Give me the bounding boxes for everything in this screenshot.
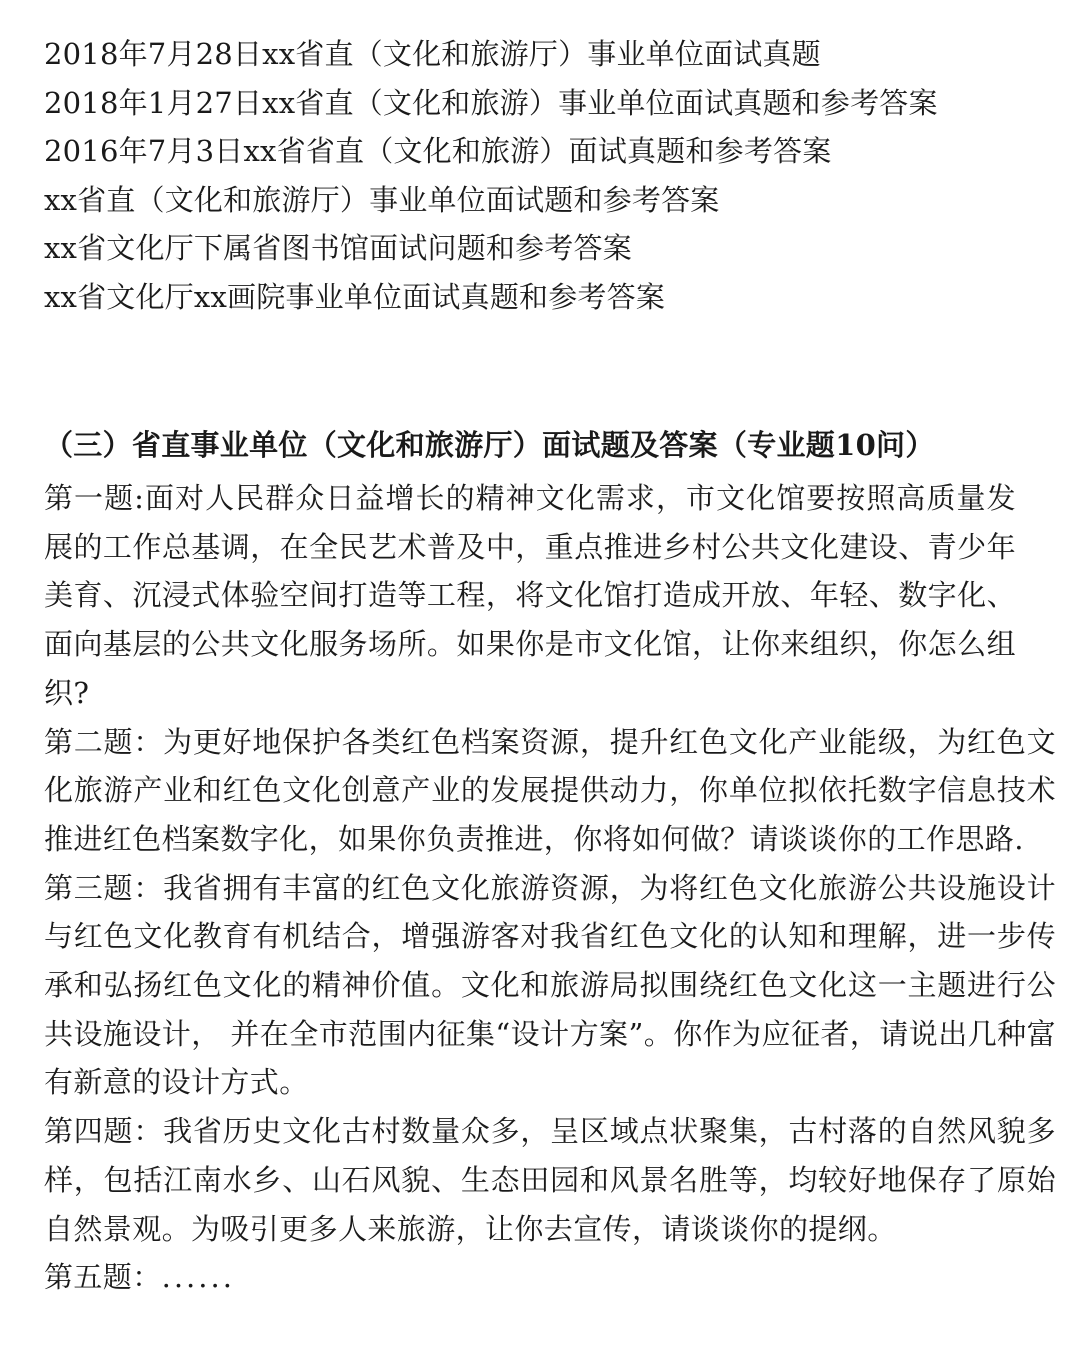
question-text: 为更好地保护各类红色档案资源，提升红色文化产业能级，为红色文化旅游产业和红色文化创意产业的发展提供动力，你单位拟依托数字信息技术推进红色档案数字化，如果你负责推进，你将如何做？请谈谈你的工作思路. [44,724,1056,856]
question-4 [44,1107,1056,1253]
question-list [44,474,1056,1302]
question-3 [44,864,1056,1108]
question-label: 第五题： [44,1260,162,1295]
question-label: 第四题： [44,1114,164,1149]
question-5 [44,1253,1056,1302]
question-1 [44,474,1016,718]
question-text: 我省历史文化古村数量众多，呈区域点状聚集，古村落的自然风貌多样，包括江南水乡、山石风貌、生态田园和风景名胜等，均较好地保存了原始自然景观。为吸引更多人来旅游，让你去宣传，请谈谈你的提纲。 [44,1114,1056,1246]
question-label: 第一题: [44,481,145,515]
question-text: 面对人民群众日益增长的精神文化需求，市文化馆要按照高质量发展的工作总基调，在全民艺术普及中，重点推进乡村公共文化建设、青少年美育、沉浸式体验空间打造等工程，将文化馆打造成开放、年轻、数字化、面向基层的公共文化服务场所。如果你是市文化馆，让你来组织，你怎么组织? [44,481,1016,710]
list-item: xx省文化厅下属省图书馆面试问题和参考答案 [44,231,632,265]
section-heading: （三）省直事业单位（文化和旅游厅）面试题及答案（专业题10问） [44,428,935,462]
question-text: 我省拥有丰富的红色文化旅游资源，为将红色文化旅游公共设施设计与红色文化教育有机结合，增强游客对我省红色文化的认知和理解，进一步传承和弘扬红色文化的精神价值。文化和旅游局拟围绕红色文化这一主题进行公共设施设计， 并在全市范围内征集“设计方案”。你作为应征者，请说出几种富有新意的设计方式。 [44,870,1056,1100]
list-item: xx省文化厅xx画院事业单位面试真题和参考答案 [44,279,666,314]
question-label: 第三题： [44,870,164,905]
list-item: 2016年7月3日xx省省直（文化和旅游）面试真题和参考答案 [44,134,832,168]
exam-title-list [44,30,1054,321]
list-item: xx省直（文化和旅游厅）事业单位面试题和参考答案 [44,182,720,217]
list-item: 2018年7月28日xx省直（文化和旅游厅）事业单位面试真题 [44,37,821,71]
list-item: 2018年1月27日xx省直（文化和旅游）事业单位面试真题和参考答案 [44,85,938,120]
question-2 [44,718,1056,864]
question-text: ...... [161,1260,235,1295]
question-label: 第二题： [44,724,164,759]
